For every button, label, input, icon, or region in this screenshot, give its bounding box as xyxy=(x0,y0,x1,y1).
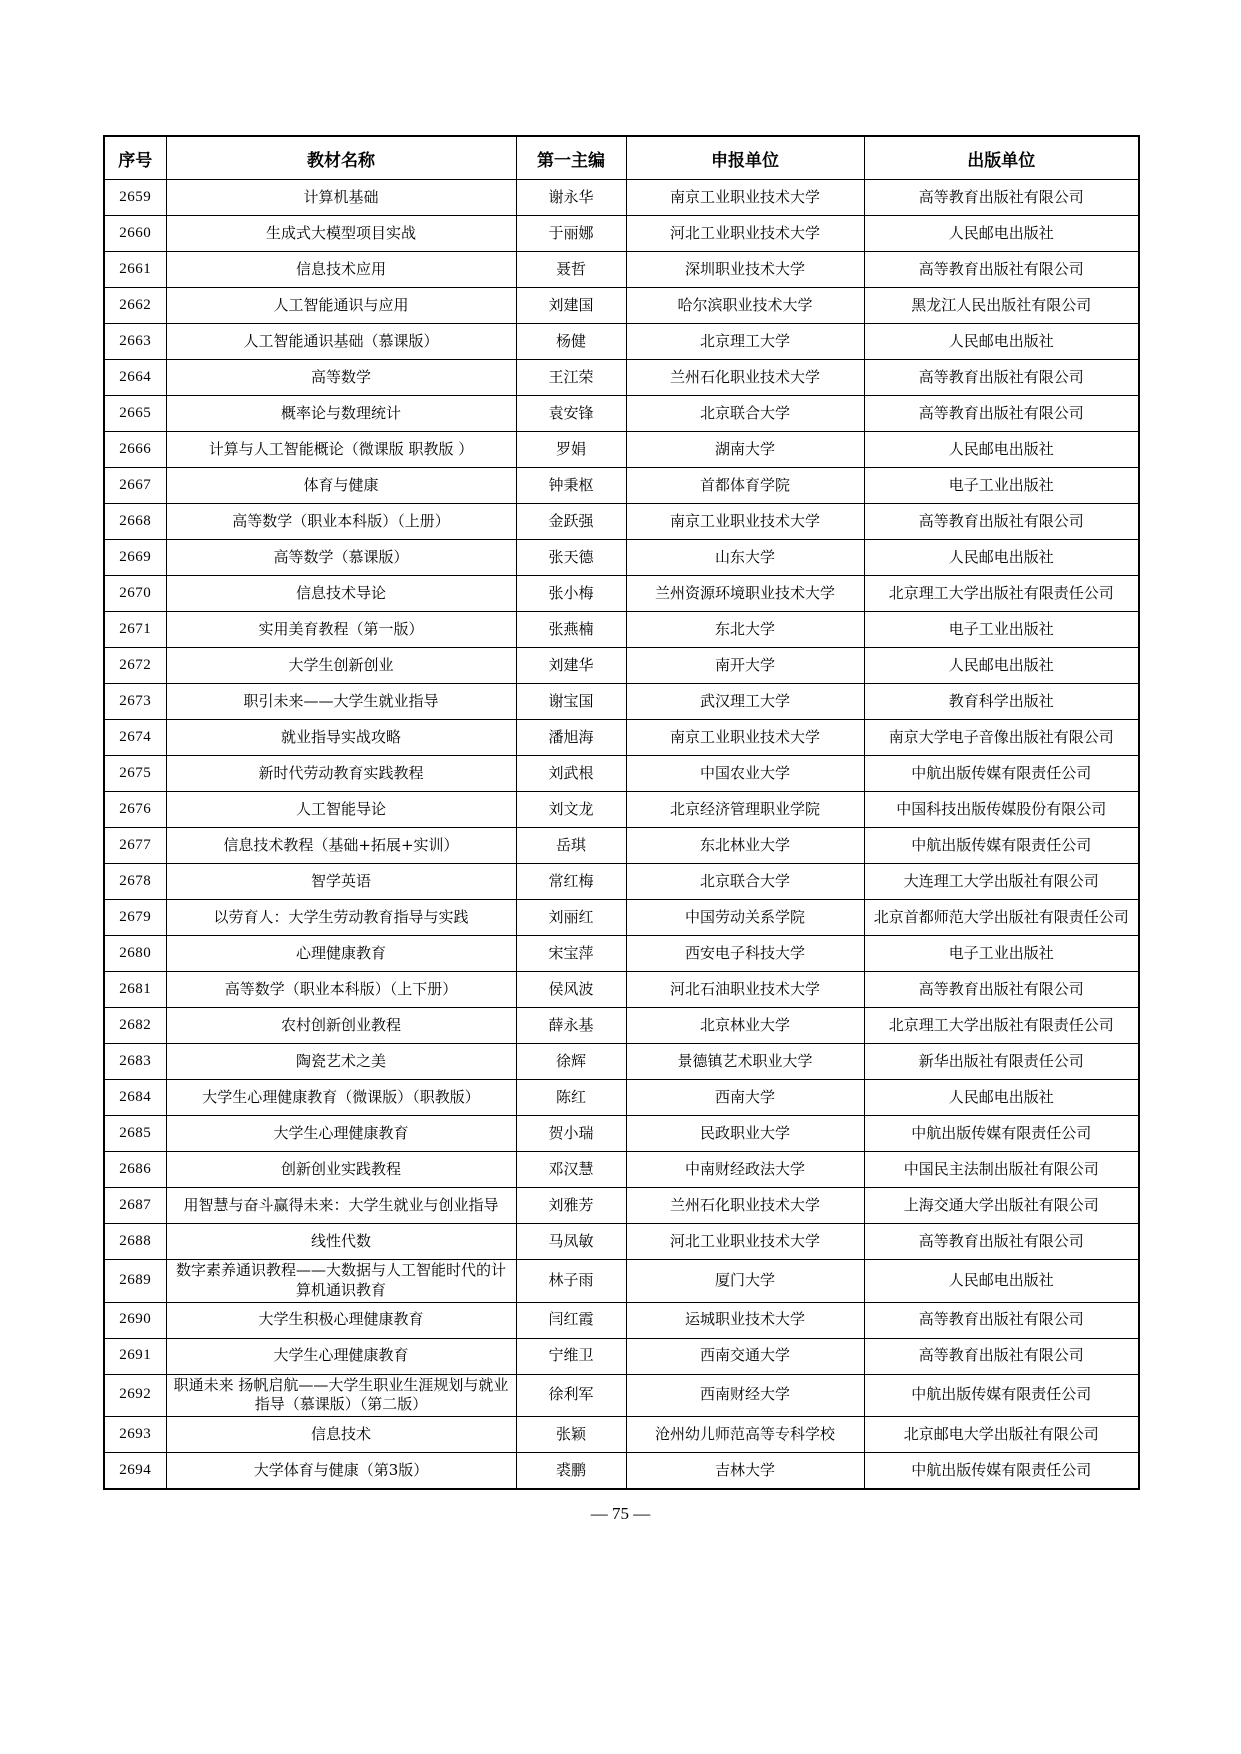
cell-publisher: 人民邮电出版社 xyxy=(864,216,1139,252)
cell-publisher: 人民邮电出版社 xyxy=(864,1260,1139,1303)
page-number: — 75 — xyxy=(590,1504,651,1523)
table-row xyxy=(104,1044,1139,1080)
cell-unit: 中国农业大学 xyxy=(626,756,864,792)
cell-editor: 袁安锋 xyxy=(516,396,626,432)
cell-index: 2677 xyxy=(104,828,166,864)
cell-title: 信息技术教程（基础+拓展+实训） xyxy=(166,828,516,864)
cell-title: 陶瓷艺术之美 xyxy=(166,1044,516,1080)
cell-publisher: 电子工业出版社 xyxy=(864,612,1139,648)
cell-title: 农村创新创业教程 xyxy=(166,1008,516,1044)
cell-unit: 哈尔滨职业技术大学 xyxy=(626,288,864,324)
cell-unit: 首都体育学院 xyxy=(626,468,864,504)
cell-publisher: 电子工业出版社 xyxy=(864,468,1139,504)
table-row xyxy=(104,324,1139,360)
table-row xyxy=(104,180,1139,216)
cell-publisher: 中航出版传媒有限责任公司 xyxy=(864,1374,1139,1417)
cell-unit: 兰州石化职业技术大学 xyxy=(626,360,864,396)
cell-editor: 钟秉枢 xyxy=(516,468,626,504)
cell-publisher: 中航出版传媒有限责任公司 xyxy=(864,756,1139,792)
cell-index: 2685 xyxy=(104,1116,166,1152)
cell-title: 信息技术应用 xyxy=(166,252,516,288)
cell-unit: 民政职业大学 xyxy=(626,1116,864,1152)
cell-unit: 北京联合大学 xyxy=(626,396,864,432)
cell-editor: 陈红 xyxy=(516,1080,626,1116)
table-row xyxy=(104,972,1139,1008)
table-row xyxy=(104,828,1139,864)
cell-unit: 运城职业技术大学 xyxy=(626,1302,864,1338)
cell-index: 2678 xyxy=(104,864,166,900)
cell-title: 大学生创新创业 xyxy=(166,648,516,684)
cell-unit: 西南财经大学 xyxy=(626,1374,864,1417)
table-row xyxy=(104,792,1139,828)
cell-editor: 刘雅芳 xyxy=(516,1188,626,1224)
cell-editor: 侯风波 xyxy=(516,972,626,1008)
cell-title: 生成式大模型项目实战 xyxy=(166,216,516,252)
cell-publisher: 高等教育出版社有限公司 xyxy=(864,972,1139,1008)
table-row xyxy=(104,1224,1139,1260)
cell-title: 大学生心理健康教育 xyxy=(166,1338,516,1374)
cell-editor: 谢永华 xyxy=(516,180,626,216)
cell-unit: 北京林业大学 xyxy=(626,1008,864,1044)
cell-unit: 厦门大学 xyxy=(626,1260,864,1303)
cell-editor: 潘旭海 xyxy=(516,720,626,756)
cell-index: 2692 xyxy=(104,1374,166,1417)
cell-unit: 湖南大学 xyxy=(626,432,864,468)
cell-title: 高等数学（职业本科版）（上册） xyxy=(166,504,516,540)
header-cell-editor: 第一主编 xyxy=(516,136,626,180)
table-row xyxy=(104,576,1139,612)
cell-title: 职通未来 扬帆启航——大学生职业生涯规划与就业指导（慕课版）（第二版） xyxy=(166,1374,516,1417)
cell-index: 2694 xyxy=(104,1453,166,1490)
cell-publisher: 高等教育出版社有限公司 xyxy=(864,504,1139,540)
cell-editor: 刘文龙 xyxy=(516,792,626,828)
cell-publisher: 高等教育出版社有限公司 xyxy=(864,1302,1139,1338)
cell-unit: 北京联合大学 xyxy=(626,864,864,900)
cell-publisher: 中国科技出版传媒股份有限公司 xyxy=(864,792,1139,828)
cell-title: 实用美育教程（第一版） xyxy=(166,612,516,648)
cell-index: 2662 xyxy=(104,288,166,324)
table-row xyxy=(104,648,1139,684)
table-row xyxy=(104,504,1139,540)
cell-title: 用智慧与奋斗赢得未来：大学生就业与创业指导 xyxy=(166,1188,516,1224)
cell-editor: 张小梅 xyxy=(516,576,626,612)
cell-index: 2693 xyxy=(104,1417,166,1453)
table-row xyxy=(104,432,1139,468)
cell-publisher: 人民邮电出版社 xyxy=(864,324,1139,360)
cell-publisher: 高等教育出版社有限公司 xyxy=(864,1224,1139,1260)
cell-editor: 常红梅 xyxy=(516,864,626,900)
cell-publisher: 大连理工大学出版社有限公司 xyxy=(864,864,1139,900)
cell-unit: 沧州幼儿师范高等专科学校 xyxy=(626,1417,864,1453)
cell-editor: 刘武根 xyxy=(516,756,626,792)
cell-publisher: 人民邮电出版社 xyxy=(864,432,1139,468)
cell-unit: 兰州石化职业技术大学 xyxy=(626,1188,864,1224)
cell-title: 创新创业实践教程 xyxy=(166,1152,516,1188)
cell-unit: 河北石油职业技术大学 xyxy=(626,972,864,1008)
cell-title: 计算机基础 xyxy=(166,180,516,216)
cell-unit: 西南交通大学 xyxy=(626,1338,864,1374)
cell-publisher: 教育科学出版社 xyxy=(864,684,1139,720)
cell-editor: 邓汉慧 xyxy=(516,1152,626,1188)
cell-title: 人工智能通识基础（慕课版） xyxy=(166,324,516,360)
cell-index: 2688 xyxy=(104,1224,166,1260)
cell-index: 2675 xyxy=(104,756,166,792)
cell-editor: 刘丽红 xyxy=(516,900,626,936)
cell-index: 2671 xyxy=(104,612,166,648)
cell-title: 概率论与数理统计 xyxy=(166,396,516,432)
cell-publisher: 北京理工大学出版社有限责任公司 xyxy=(864,576,1139,612)
cell-index: 2660 xyxy=(104,216,166,252)
cell-title: 就业指导实战攻略 xyxy=(166,720,516,756)
table-row xyxy=(104,1080,1139,1116)
table-row xyxy=(104,684,1139,720)
table-row xyxy=(104,1188,1139,1224)
cell-index: 2670 xyxy=(104,576,166,612)
cell-editor: 林子雨 xyxy=(516,1260,626,1303)
cell-title: 以劳育人：大学生劳动教育指导与实践 xyxy=(166,900,516,936)
cell-editor: 刘建国 xyxy=(516,288,626,324)
cell-publisher: 中航出版传媒有限责任公司 xyxy=(864,828,1139,864)
cell-index: 2680 xyxy=(104,936,166,972)
cell-index: 2672 xyxy=(104,648,166,684)
table-row xyxy=(104,468,1139,504)
table-row xyxy=(104,252,1139,288)
cell-editor: 谢宝国 xyxy=(516,684,626,720)
cell-publisher: 北京邮电大学出版社有限公司 xyxy=(864,1417,1139,1453)
table-row xyxy=(104,396,1139,432)
cell-publisher: 北京首都师范大学出版社有限责任公司 xyxy=(864,900,1139,936)
cell-editor: 薛永基 xyxy=(516,1008,626,1044)
cell-unit: 西安电子科技大学 xyxy=(626,936,864,972)
table-row xyxy=(104,1417,1139,1453)
cell-unit: 南京工业职业技术大学 xyxy=(626,180,864,216)
cell-title: 高等数学 xyxy=(166,360,516,396)
cell-title: 高等数学（慕课版） xyxy=(166,540,516,576)
cell-editor: 马凤敏 xyxy=(516,1224,626,1260)
table-row xyxy=(104,1152,1139,1188)
cell-index: 2690 xyxy=(104,1302,166,1338)
table-row xyxy=(104,936,1139,972)
cell-publisher: 高等教育出版社有限公司 xyxy=(864,1338,1139,1374)
cell-index: 2687 xyxy=(104,1188,166,1224)
cell-unit: 河北工业职业技术大学 xyxy=(626,216,864,252)
cell-index: 2691 xyxy=(104,1338,166,1374)
cell-title: 大学生心理健康教育（微课版）（职教版） xyxy=(166,1080,516,1116)
cell-publisher: 人民邮电出版社 xyxy=(864,1080,1139,1116)
cell-unit: 南开大学 xyxy=(626,648,864,684)
cell-title: 大学生积极心理健康教育 xyxy=(166,1302,516,1338)
cell-editor: 刘建华 xyxy=(516,648,626,684)
cell-title: 信息技术 xyxy=(166,1417,516,1453)
cell-publisher: 新华出版社有限责任公司 xyxy=(864,1044,1139,1080)
cell-title: 大学生心理健康教育 xyxy=(166,1116,516,1152)
cell-index: 2682 xyxy=(104,1008,166,1044)
cell-editor: 宁维卫 xyxy=(516,1338,626,1374)
cell-unit: 中南财经政法大学 xyxy=(626,1152,864,1188)
cell-editor: 于丽娜 xyxy=(516,216,626,252)
cell-unit: 武汉理工大学 xyxy=(626,684,864,720)
cell-title: 线性代数 xyxy=(166,1224,516,1260)
header-cell-title: 教材名称 xyxy=(166,136,516,180)
table-row xyxy=(104,1116,1139,1152)
table-row xyxy=(104,288,1139,324)
cell-unit: 西南大学 xyxy=(626,1080,864,1116)
cell-unit: 北京经济管理职业学院 xyxy=(626,792,864,828)
cell-editor: 徐利军 xyxy=(516,1374,626,1417)
cell-unit: 景德镇艺术职业大学 xyxy=(626,1044,864,1080)
cell-editor: 张颖 xyxy=(516,1417,626,1453)
cell-title: 人工智能导论 xyxy=(166,792,516,828)
cell-index: 2684 xyxy=(104,1080,166,1116)
cell-title: 计算与人工智能概论（微课版 职教版 ） xyxy=(166,432,516,468)
cell-title: 职引未来——大学生就业指导 xyxy=(166,684,516,720)
cell-index: 2668 xyxy=(104,504,166,540)
cell-title: 心理健康教育 xyxy=(166,936,516,972)
table-row xyxy=(104,1453,1139,1490)
cell-editor: 贺小瑞 xyxy=(516,1116,626,1152)
cell-unit: 山东大学 xyxy=(626,540,864,576)
cell-index: 2681 xyxy=(104,972,166,1008)
cell-editor: 王江荣 xyxy=(516,360,626,396)
table-row xyxy=(104,864,1139,900)
cell-title: 人工智能通识与应用 xyxy=(166,288,516,324)
cell-index: 2683 xyxy=(104,1044,166,1080)
cell-publisher: 北京理工大学出版社有限责任公司 xyxy=(864,1008,1139,1044)
cell-index: 2686 xyxy=(104,1152,166,1188)
cell-publisher: 南京大学电子音像出版社有限公司 xyxy=(864,720,1139,756)
header-cell-index: 序号 xyxy=(104,136,166,180)
cell-title: 大学体育与健康（第3版） xyxy=(166,1453,516,1490)
cell-publisher: 人民邮电出版社 xyxy=(864,648,1139,684)
cell-editor: 杨健 xyxy=(516,324,626,360)
cell-publisher: 高等教育出版社有限公司 xyxy=(864,252,1139,288)
cell-editor: 闫红霞 xyxy=(516,1302,626,1338)
cell-unit: 南京工业职业技术大学 xyxy=(626,720,864,756)
cell-title: 高等数学（职业本科版）（上下册） xyxy=(166,972,516,1008)
table-row xyxy=(104,1338,1139,1374)
table-row xyxy=(104,900,1139,936)
cell-publisher: 中国民主法制出版社有限公司 xyxy=(864,1152,1139,1188)
cell-index: 2674 xyxy=(104,720,166,756)
cell-index: 2659 xyxy=(104,180,166,216)
textbook-table xyxy=(103,135,1140,1490)
table-row xyxy=(104,1302,1139,1338)
cell-editor: 罗娟 xyxy=(516,432,626,468)
cell-editor: 宋宝萍 xyxy=(516,936,626,972)
cell-unit: 东北大学 xyxy=(626,612,864,648)
table-row xyxy=(104,1008,1139,1044)
cell-index: 2689 xyxy=(104,1260,166,1303)
cell-editor: 张天德 xyxy=(516,540,626,576)
header-cell-publisher: 出版单位 xyxy=(864,136,1139,180)
cell-editor: 徐辉 xyxy=(516,1044,626,1080)
cell-index: 2667 xyxy=(104,468,166,504)
cell-editor: 金跃强 xyxy=(516,504,626,540)
cell-publisher: 上海交通大学出版社有限公司 xyxy=(864,1188,1139,1224)
table-row xyxy=(104,1374,1139,1417)
table-row xyxy=(104,756,1139,792)
cell-publisher: 人民邮电出版社 xyxy=(864,540,1139,576)
cell-title: 数字素养通识教程——大数据与人工智能时代的计算机通识教育 xyxy=(166,1260,516,1303)
header-cell-unit: 申报单位 xyxy=(626,136,864,180)
cell-title: 智学英语 xyxy=(166,864,516,900)
table-row xyxy=(104,216,1139,252)
cell-editor: 张燕楠 xyxy=(516,612,626,648)
table-row xyxy=(104,360,1139,396)
table-row xyxy=(104,720,1139,756)
cell-unit: 兰州资源环境职业技术大学 xyxy=(626,576,864,612)
cell-publisher: 中航出版传媒有限责任公司 xyxy=(864,1453,1139,1490)
table-row xyxy=(104,540,1139,576)
cell-index: 2669 xyxy=(104,540,166,576)
cell-index: 2663 xyxy=(104,324,166,360)
table-row xyxy=(104,1260,1139,1303)
cell-unit: 南京工业职业技术大学 xyxy=(626,504,864,540)
cell-publisher: 中航出版传媒有限责任公司 xyxy=(864,1116,1139,1152)
cell-index: 2666 xyxy=(104,432,166,468)
cell-publisher: 黑龙江人民出版社有限公司 xyxy=(864,288,1139,324)
cell-publisher: 电子工业出版社 xyxy=(864,936,1139,972)
cell-title: 体育与健康 xyxy=(166,468,516,504)
cell-unit: 东北林业大学 xyxy=(626,828,864,864)
cell-editor: 裘鹏 xyxy=(516,1453,626,1490)
table-header-row xyxy=(104,136,1139,180)
cell-unit: 北京理工大学 xyxy=(626,324,864,360)
cell-publisher: 高等教育出版社有限公司 xyxy=(864,396,1139,432)
cell-publisher: 高等教育出版社有限公司 xyxy=(864,180,1139,216)
cell-unit: 中国劳动关系学院 xyxy=(626,900,864,936)
table-row xyxy=(104,612,1139,648)
cell-index: 2665 xyxy=(104,396,166,432)
cell-title: 信息技术导论 xyxy=(166,576,516,612)
cell-index: 2664 xyxy=(104,360,166,396)
cell-unit: 深圳职业技术大学 xyxy=(626,252,864,288)
cell-title: 新时代劳动教育实践教程 xyxy=(166,756,516,792)
cell-index: 2673 xyxy=(104,684,166,720)
cell-publisher: 高等教育出版社有限公司 xyxy=(864,360,1139,396)
cell-index: 2676 xyxy=(104,792,166,828)
cell-editor: 聂哲 xyxy=(516,252,626,288)
cell-index: 2679 xyxy=(104,900,166,936)
cell-unit: 吉林大学 xyxy=(626,1453,864,1490)
cell-unit: 河北工业职业技术大学 xyxy=(626,1224,864,1260)
cell-editor: 岳琪 xyxy=(516,828,626,864)
cell-index: 2661 xyxy=(104,252,166,288)
